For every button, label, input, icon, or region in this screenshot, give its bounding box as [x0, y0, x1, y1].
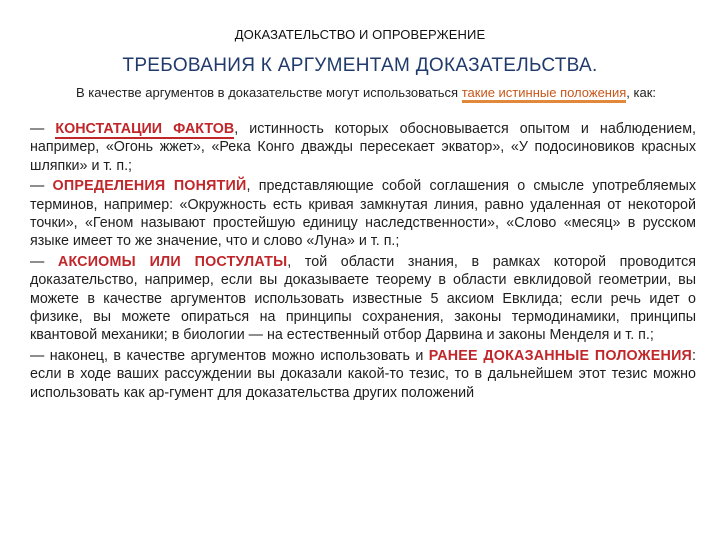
list-item-proven — [30, 347, 696, 402]
keyword-proven: РАНЕЕ ДОКАЗАННЫЕ ПОЛОЖЕНИЯ — [428, 347, 693, 364]
item-text: , представляющие собой соглашения о смысле употребляемых терминов, например: «Окружность есть кривая замкнутая линия, равно удаленная от некоторой точки», «Геном называют простейшую единицу наследственности», «Слово «месяц» в русском языке имеет то же значение, что и слово «Луна» и т. п.; — [30, 178, 697, 250]
list-item-facts — [30, 120, 696, 175]
item-text: : если в ходе ваших рассуждении вы доказали какой-то тезис, то в дальнейшем этот тезис можно использовать как ар-гумент для доказательства других положений — [30, 347, 696, 401]
slide-title: ТРЕБОВАНИЯ К АРГУМЕНТАМ ДОКАЗАТЕЛЬСТВА. — [122, 55, 598, 76]
keyword-axioms: АКСИОМЫ ИЛИ ПОСТУЛАТЫ — [57, 253, 288, 270]
list-item-axioms — [30, 253, 696, 345]
intro-after: , как: — [626, 85, 657, 100]
item-text: , истинность которых обосновывается опытом и наблюдением, например, «Огонь жжет», «Река Конго дважды пересекает экватор», «У подосиновиков красных шляпки» и т. п.; — [30, 121, 696, 174]
list-item-definitions — [30, 177, 696, 251]
item-dash: — — [30, 253, 58, 270]
item-dash: — — [30, 121, 56, 137]
topic-heading: ДОКАЗАТЕЛЬСТВО И ОПРОВЕРЖЕНИЕ — [234, 27, 486, 42]
intro-text — [56, 84, 676, 102]
item-before: наконец, в качестве аргументов можно использовать и — [49, 347, 429, 364]
intro-before: В качестве аргументов в доказательстве могут использоваться — [75, 85, 462, 100]
item-dash: — — [30, 178, 53, 195]
keyword-definitions: ОПРЕДЕЛЕНИЯ ПОНЯТИЙ — [52, 178, 247, 195]
item-dash: — — [30, 347, 50, 364]
intro-highlight: такие истинные положения — [462, 85, 627, 103]
arguments-list — [30, 120, 696, 404]
keyword-facts: КОНСТАТАЦИИ ФАКТОВ — [55, 121, 235, 137]
item-text: , той области знания, в рамках которой проводится доказательство, например, если вы доказываете теорему в области евклидовой геометрии, вы можете в качестве аргументов использовать известные 5 аксиом Евклида; если речь идет о физике, вы можете опираться на принципы сохранения, законы термодинамики, принципы квантовой механики; в биологии — на естественный отбор Дарвина и законы Менделя и т. п.; — [30, 253, 696, 344]
